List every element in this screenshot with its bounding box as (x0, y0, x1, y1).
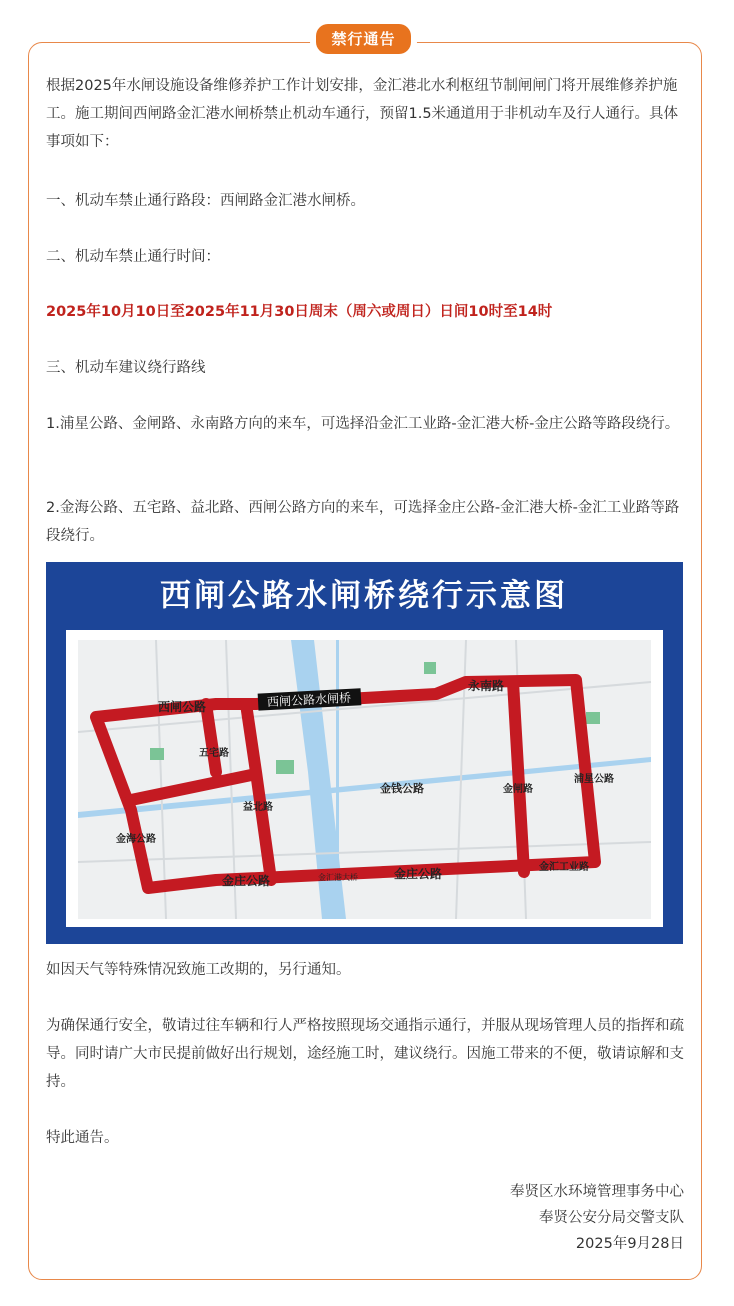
road-label-jinhuidaqiao: 金汇港大桥 (318, 873, 358, 882)
road-label-jinzhuang-right: 金庄公路 (393, 867, 443, 881)
section-1: 一、机动车禁止通行路段：西闸路金汇港水闸桥。 (46, 193, 365, 209)
road-label-yongnan: 永南路 (467, 679, 505, 693)
signature-date: 2025年9月28日 (575, 1236, 684, 1252)
section-2: 二、机动车禁止通行时间： (46, 249, 220, 265)
weather-note: 如因天气等特殊情况致施工改期的，另行通知。 (46, 962, 351, 978)
time-highlight: 2025年10月10日至2025年11月30日周末（周六或周日）日间10时至14时 (46, 304, 553, 320)
safety-note: 为确保通行安全，敬请过往车辆和行人严格按照现场交通指示通行，并服从现场管理人员的指挥和疏导。同时请广大市民提前做好出行规划，途经施工时，建议绕行。因施工带来的不便，敬请谅解和支持。 (46, 1018, 684, 1090)
road-label-jinzha: 金闸路 (503, 784, 533, 795)
road-label-jinqian: 金钱公路 (380, 782, 424, 795)
notice-badge: 禁行通告 (316, 24, 411, 54)
road-label-wuzhai: 五宅路 (199, 748, 229, 759)
road-label-jinhai: 金海公路 (116, 834, 156, 845)
road-label-gongye: 金汇工业路 (539, 862, 589, 873)
signature-org-2: 奉贤公安分局交警支队 (539, 1210, 684, 1226)
road-label-jinzhuang-left: 金庄公路 (221, 874, 271, 888)
map-title: 西闸公路水闸桥绕行示意图 (160, 578, 568, 614)
closing-text: 特此通告。 (46, 1130, 119, 1146)
route-2: 2.金海公路、五宅路、益北路、西闸公路方向的来车，可选择金庄公路-金汇港大桥-金汇工业路等路段绕行。 (46, 500, 680, 544)
road-label-xizha: 西闸公路 (157, 700, 207, 714)
signature-org-1: 奉贤区水环境管理事务中心 (510, 1184, 684, 1200)
bridge-label: 西闸公路水闸桥 (266, 690, 352, 710)
detour-map (46, 562, 683, 944)
section-3: 三、机动车建议绕行路线 (46, 360, 206, 376)
road-label-puxing: 浦星公路 (574, 774, 614, 785)
intro-paragraph: 根据2025年水闸设施设备维修养护工作计划安排，金汇港北水利枢纽节制闸闸门将开展维修养护施工。施工期间西闸路金汇港水闸桥禁止机动车通行，预留1.5米通道用于非机动车及行人通行。具体事项如下： (46, 78, 679, 150)
road-label-yibei: 益北路 (243, 802, 273, 813)
route-1: 1.浦星公路、金闸路、永南路方向的来车，可选择沿金汇工业路-金汇港大桥-金庄公路等路段绕行。 (46, 416, 680, 432)
